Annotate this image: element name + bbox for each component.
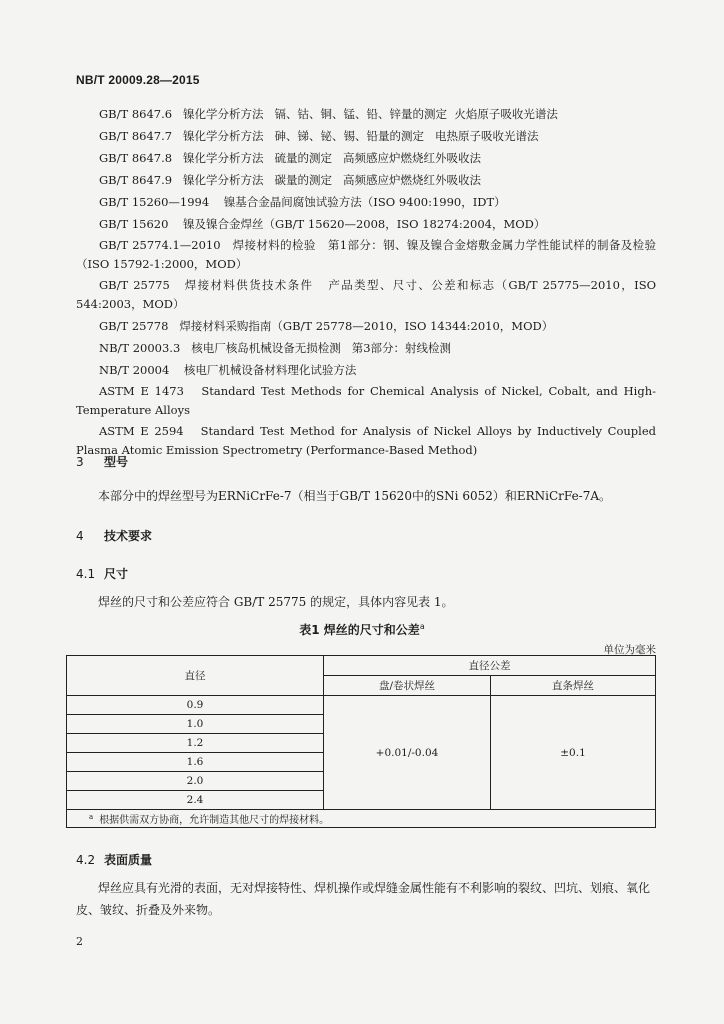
section-4-2-heading bbox=[76, 851, 152, 868]
reference-item: ASTM E 2594 Standard Test Method for Analysis of Nickel Alloys by Inductively Coupled Plasma Atomic Emission Spectrometry (Performance-Based Method) bbox=[76, 424, 660, 457]
diameter-cell: 0.9 bbox=[67, 696, 324, 715]
section-4-2-text: 焊丝应具有光滑的表面，无对焊接特性、焊机操作或焊缝金属性能有不利影响的裂纹、凹坑、划痕、氧化皮、皱纹、折叠及外来物。 bbox=[76, 881, 651, 917]
section-title: 尺寸 bbox=[104, 567, 129, 581]
reference-item: NB/T 20004 核电厂机械设备材料理化试验方法 bbox=[99, 363, 357, 377]
reference-item: GB/T 8647.7 镍化学分析方法 砷、锑、铋、锡、铅量的测定 电热原子吸收光谱法 bbox=[99, 129, 539, 143]
reference-item: GB/T 25775 焊接材料供货技术条件 产品类型、尺寸、公差和标志（GB/T 25775—2010，ISO 544:2003，MOD） bbox=[76, 278, 660, 311]
section-4-1-text: 焊丝的尺寸和公差应符合 GB/T 25775 的规定，具体内容见表 1。 bbox=[98, 595, 454, 609]
section-number: 4.1 bbox=[76, 567, 96, 581]
section-4-heading bbox=[76, 527, 152, 544]
footnote-mark: a bbox=[89, 812, 94, 821]
section-title: 型号 bbox=[104, 455, 129, 469]
footnote-text: 根据供需双方协商，允许制造其他尺寸的焊接材料。 bbox=[99, 815, 330, 826]
reference-item: GB/T 25778 焊接材料采购指南（GB/T 25778—2010，ISO 14344:2010，MOD） bbox=[99, 319, 554, 333]
coil-tolerance-cell: +0.01/-0.04 bbox=[324, 696, 491, 810]
reference-item: GB/T 8647.9 镍化学分析方法 碳量的测定 高频感应炉燃烧红外吸收法 bbox=[99, 173, 481, 187]
reference-item: GB/T 25774.1—2010 焊接材料的检验 第1部分：钢、镍及镍合金熔敷金属力学性能试样的制备及检验（ISO 15792-1:2000，MOD） bbox=[76, 238, 656, 271]
section-title: 技术要求 bbox=[104, 529, 153, 543]
table-footnote bbox=[67, 810, 656, 828]
diameter-cell: 2.4 bbox=[67, 791, 324, 810]
reference-item: GB/T 8647.6 镍化学分析方法 镉、钴、铜、锰、铅、锌量的测定 火焰原子吸收光谱法 bbox=[99, 107, 558, 121]
section-number: 4.2 bbox=[76, 853, 96, 867]
table-title-text: 表1 焊丝的尺寸和公差 bbox=[299, 623, 420, 637]
diameter-cell: 1.6 bbox=[67, 753, 324, 772]
reference-item: ASTM E 1473 Standard Test Methods for Chemical Analysis of Nickel, Cobalt, and High-Temperature Alloys bbox=[76, 384, 656, 417]
tolerance-header: 直径公差 bbox=[324, 656, 656, 676]
page-number: 2 bbox=[76, 935, 83, 948]
reference-item: GB/T 8647.8 镍化学分析方法 硫量的测定 高频感应炉燃烧红外吸收法 bbox=[99, 151, 481, 165]
section-4-1-heading bbox=[76, 565, 128, 582]
straight-tolerance-cell: ±0.1 bbox=[491, 696, 656, 810]
table-unit-note: 单位为毫米 bbox=[603, 644, 656, 656]
coil-wire-header: 盘/卷状焊丝 bbox=[324, 676, 491, 696]
table-title-note-mark: a bbox=[419, 622, 425, 631]
section-title: 表面质量 bbox=[104, 853, 153, 867]
section-3-text: 本部分中的焊丝型号为ERNiCrFe-7（相当于GB/T 15620中的SNi 6052）和ERNiCrFe-7A。 bbox=[98, 489, 612, 503]
diameter-cell: 2.0 bbox=[67, 772, 324, 791]
reference-item: GB/T 15620 镍及镍合金焊丝（GB/T 15620—2008，ISO 18274:2004，MOD） bbox=[99, 217, 546, 231]
diameter-cell: 1.0 bbox=[67, 715, 324, 734]
normative-references-list bbox=[76, 104, 660, 462]
standard-number-header: NB/T 20009.28—2015 bbox=[76, 73, 200, 87]
reference-item: GB/T 15260—1994 镍基合金晶间腐蚀试验方法（ISO 9400:1990，IDT） bbox=[99, 195, 506, 209]
reference-item: NB/T 20003.3 核电厂核岛机械设备无损检测 第3部分：射线检测 bbox=[99, 341, 452, 355]
section-3-heading bbox=[76, 453, 128, 470]
table-1-title bbox=[0, 621, 724, 638]
diameter-header: 直径 bbox=[67, 656, 324, 696]
straight-wire-header: 直条焊丝 bbox=[491, 676, 656, 696]
section-number: 4 bbox=[76, 529, 84, 543]
diameter-cell: 1.2 bbox=[67, 734, 324, 753]
section-number: 3 bbox=[76, 455, 84, 469]
wire-dimension-table bbox=[66, 655, 656, 828]
